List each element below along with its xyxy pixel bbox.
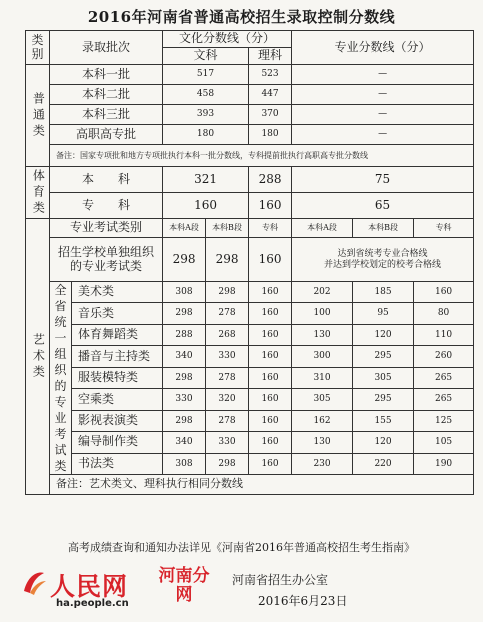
art-major-b: 120 <box>353 324 414 345</box>
people-ribbon-icon <box>20 569 48 597</box>
header-culture: 文化分数线（分） <box>163 31 292 48</box>
footer-notice: 高考成绩查询和通知办法详见《河南省2016年普通高校招生考生指南》 <box>68 541 415 554</box>
art-major-a: 130 <box>292 324 353 345</box>
putong-major: — <box>292 85 474 105</box>
putong-li: 180 <box>249 125 292 145</box>
yishu-note: 备注：艺术类文、理科执行相同分数线 <box>50 475 474 495</box>
art-row-name: 音乐类 <box>72 303 163 324</box>
art-major-zk: 190 <box>414 453 474 475</box>
tiyu-wen: 321 <box>163 167 249 193</box>
art-zk: 160 <box>249 367 292 388</box>
art-major-a: 305 <box>292 389 353 410</box>
header-category: 类别 <box>26 31 50 65</box>
art-major-b: 155 <box>353 410 414 431</box>
yishu-label: 艺术类 <box>26 219 50 495</box>
art-row-name: 书法类 <box>72 453 163 475</box>
art-a: 308 <box>163 453 206 475</box>
art-b: 298 <box>206 453 249 475</box>
page-title: 2016年河南省普通高校招生录取控制分数线 <box>87 8 396 26</box>
tiyu-li: 288 <box>249 167 292 193</box>
header-batch: 录取批次 <box>50 31 163 65</box>
art-major-zk: 80 <box>414 303 474 324</box>
putong-label: 普通类 <box>26 65 50 167</box>
putong-li: 523 <box>249 65 292 85</box>
art-zk: 160 <box>249 453 292 475</box>
art-major-b: 295 <box>353 346 414 367</box>
logo-region: 河南分网 <box>158 566 210 605</box>
putong-li: 370 <box>249 105 292 125</box>
art-row-name: 编导制作类 <box>72 432 163 453</box>
art-major-zk: 260 <box>414 346 474 367</box>
tiyu-li: 160 <box>249 193 292 219</box>
art-major-a: 300 <box>292 346 353 367</box>
tiyu-wen: 160 <box>163 193 249 219</box>
art-major-zk: 265 <box>414 367 474 388</box>
tiyu-batch: 本 科 <box>50 167 163 193</box>
art-zk: 160 <box>249 282 292 303</box>
major-col-a-header: 本科A段 <box>292 219 353 238</box>
art-row-name: 美术类 <box>72 282 163 303</box>
art-zk: 160 <box>249 303 292 324</box>
header-wen: 文科 <box>163 48 249 65</box>
putong-batch: 本科二批 <box>50 85 163 105</box>
logo-url: ha.people.cn <box>56 598 129 609</box>
art-major-zk: 125 <box>414 410 474 431</box>
putong-wen: 517 <box>163 65 249 85</box>
art-major-a: 100 <box>292 303 353 324</box>
art-zk: 160 <box>249 410 292 431</box>
col-a-header: 本科A段 <box>163 219 206 238</box>
art-zk: 160 <box>249 324 292 345</box>
art-zk: 160 <box>249 389 292 410</box>
school-org-zk: 160 <box>249 238 292 282</box>
art-row-name: 体育舞蹈类 <box>72 324 163 345</box>
putong-batch: 本科三批 <box>50 105 163 125</box>
art-b: 320 <box>206 389 249 410</box>
art-major-a: 202 <box>292 282 353 303</box>
art-b: 278 <box>206 367 249 388</box>
putong-wen: 393 <box>163 105 249 125</box>
header-major: 专业分数线（分） <box>292 31 474 65</box>
putong-major: — <box>292 65 474 85</box>
requirement-line-2: 并达到学校划定的校考合格线 <box>324 259 442 270</box>
school-org-b: 298 <box>206 238 249 282</box>
school-org-a: 298 <box>163 238 206 282</box>
art-row-name: 播音与主持类 <box>72 346 163 367</box>
putong-wen: 458 <box>163 85 249 105</box>
art-row-name: 空乘类 <box>72 389 163 410</box>
art-b: 278 <box>206 410 249 431</box>
major-col-b-header: 本科B段 <box>353 219 414 238</box>
art-b: 330 <box>206 432 249 453</box>
art-a: 330 <box>163 389 206 410</box>
score-table <box>25 30 474 495</box>
art-row-name: 服装模特类 <box>72 367 163 388</box>
putong-major: — <box>292 125 474 145</box>
people-logo[interactable] <box>20 567 210 611</box>
art-major-a: 130 <box>292 432 353 453</box>
requirement-line-1: 达到省统考专业合格线 <box>337 249 428 260</box>
art-major-zk: 160 <box>414 282 474 303</box>
unified-label: 全省统一组织的专业考试类 <box>50 282 72 475</box>
art-major-a: 230 <box>292 453 353 475</box>
tiyu-label: 体育类 <box>26 167 50 219</box>
school-org-label: 招生学校单独组织的专业考试类 <box>50 238 163 282</box>
tiyu-major: 75 <box>292 167 474 193</box>
art-major-b: 220 <box>353 453 414 475</box>
art-major-zk: 110 <box>414 324 474 345</box>
putong-batch: 高职高专批 <box>50 125 163 145</box>
art-major-a: 162 <box>292 410 353 431</box>
putong-li: 447 <box>249 85 292 105</box>
art-a: 298 <box>163 367 206 388</box>
major-col-zk-header: 专科 <box>414 219 474 238</box>
putong-batch: 本科一批 <box>50 65 163 85</box>
art-major-zk: 265 <box>414 389 474 410</box>
art-zk: 160 <box>249 432 292 453</box>
issue-date: 2016年6月23日 <box>258 594 348 608</box>
art-a: 298 <box>163 410 206 431</box>
putong-note: 备注：国家专项批和地方专项批执行本科一批分数线，专科提前批执行高职高专批分数线 <box>50 145 474 167</box>
logo-name: 人民网 <box>50 572 129 601</box>
art-a: 308 <box>163 282 206 303</box>
school-org-requirement <box>292 238 474 282</box>
exam-category-header: 专业考试类别 <box>50 219 163 238</box>
office-name: 河南省招生办公室 <box>232 573 329 587</box>
art-major-a: 310 <box>292 367 353 388</box>
art-a: 340 <box>163 346 206 367</box>
putong-wen: 180 <box>163 125 249 145</box>
col-b-header: 本科B段 <box>206 219 249 238</box>
art-major-b: 120 <box>353 432 414 453</box>
art-a: 288 <box>163 324 206 345</box>
header-li: 理科 <box>249 48 292 65</box>
art-a: 340 <box>163 432 206 453</box>
art-row-name: 影视表演类 <box>72 410 163 431</box>
col-zk-header: 专科 <box>249 219 292 238</box>
art-major-b: 295 <box>353 389 414 410</box>
art-major-zk: 105 <box>414 432 474 453</box>
art-major-b: 95 <box>353 303 414 324</box>
art-b: 298 <box>206 282 249 303</box>
art-major-b: 185 <box>353 282 414 303</box>
tiyu-batch: 专 科 <box>50 193 163 219</box>
art-zk: 160 <box>249 346 292 367</box>
putong-major: — <box>292 105 474 125</box>
art-a: 298 <box>163 303 206 324</box>
tiyu-major: 65 <box>292 193 474 219</box>
art-major-b: 305 <box>353 367 414 388</box>
art-b: 330 <box>206 346 249 367</box>
art-b: 278 <box>206 303 249 324</box>
art-b: 268 <box>206 324 249 345</box>
